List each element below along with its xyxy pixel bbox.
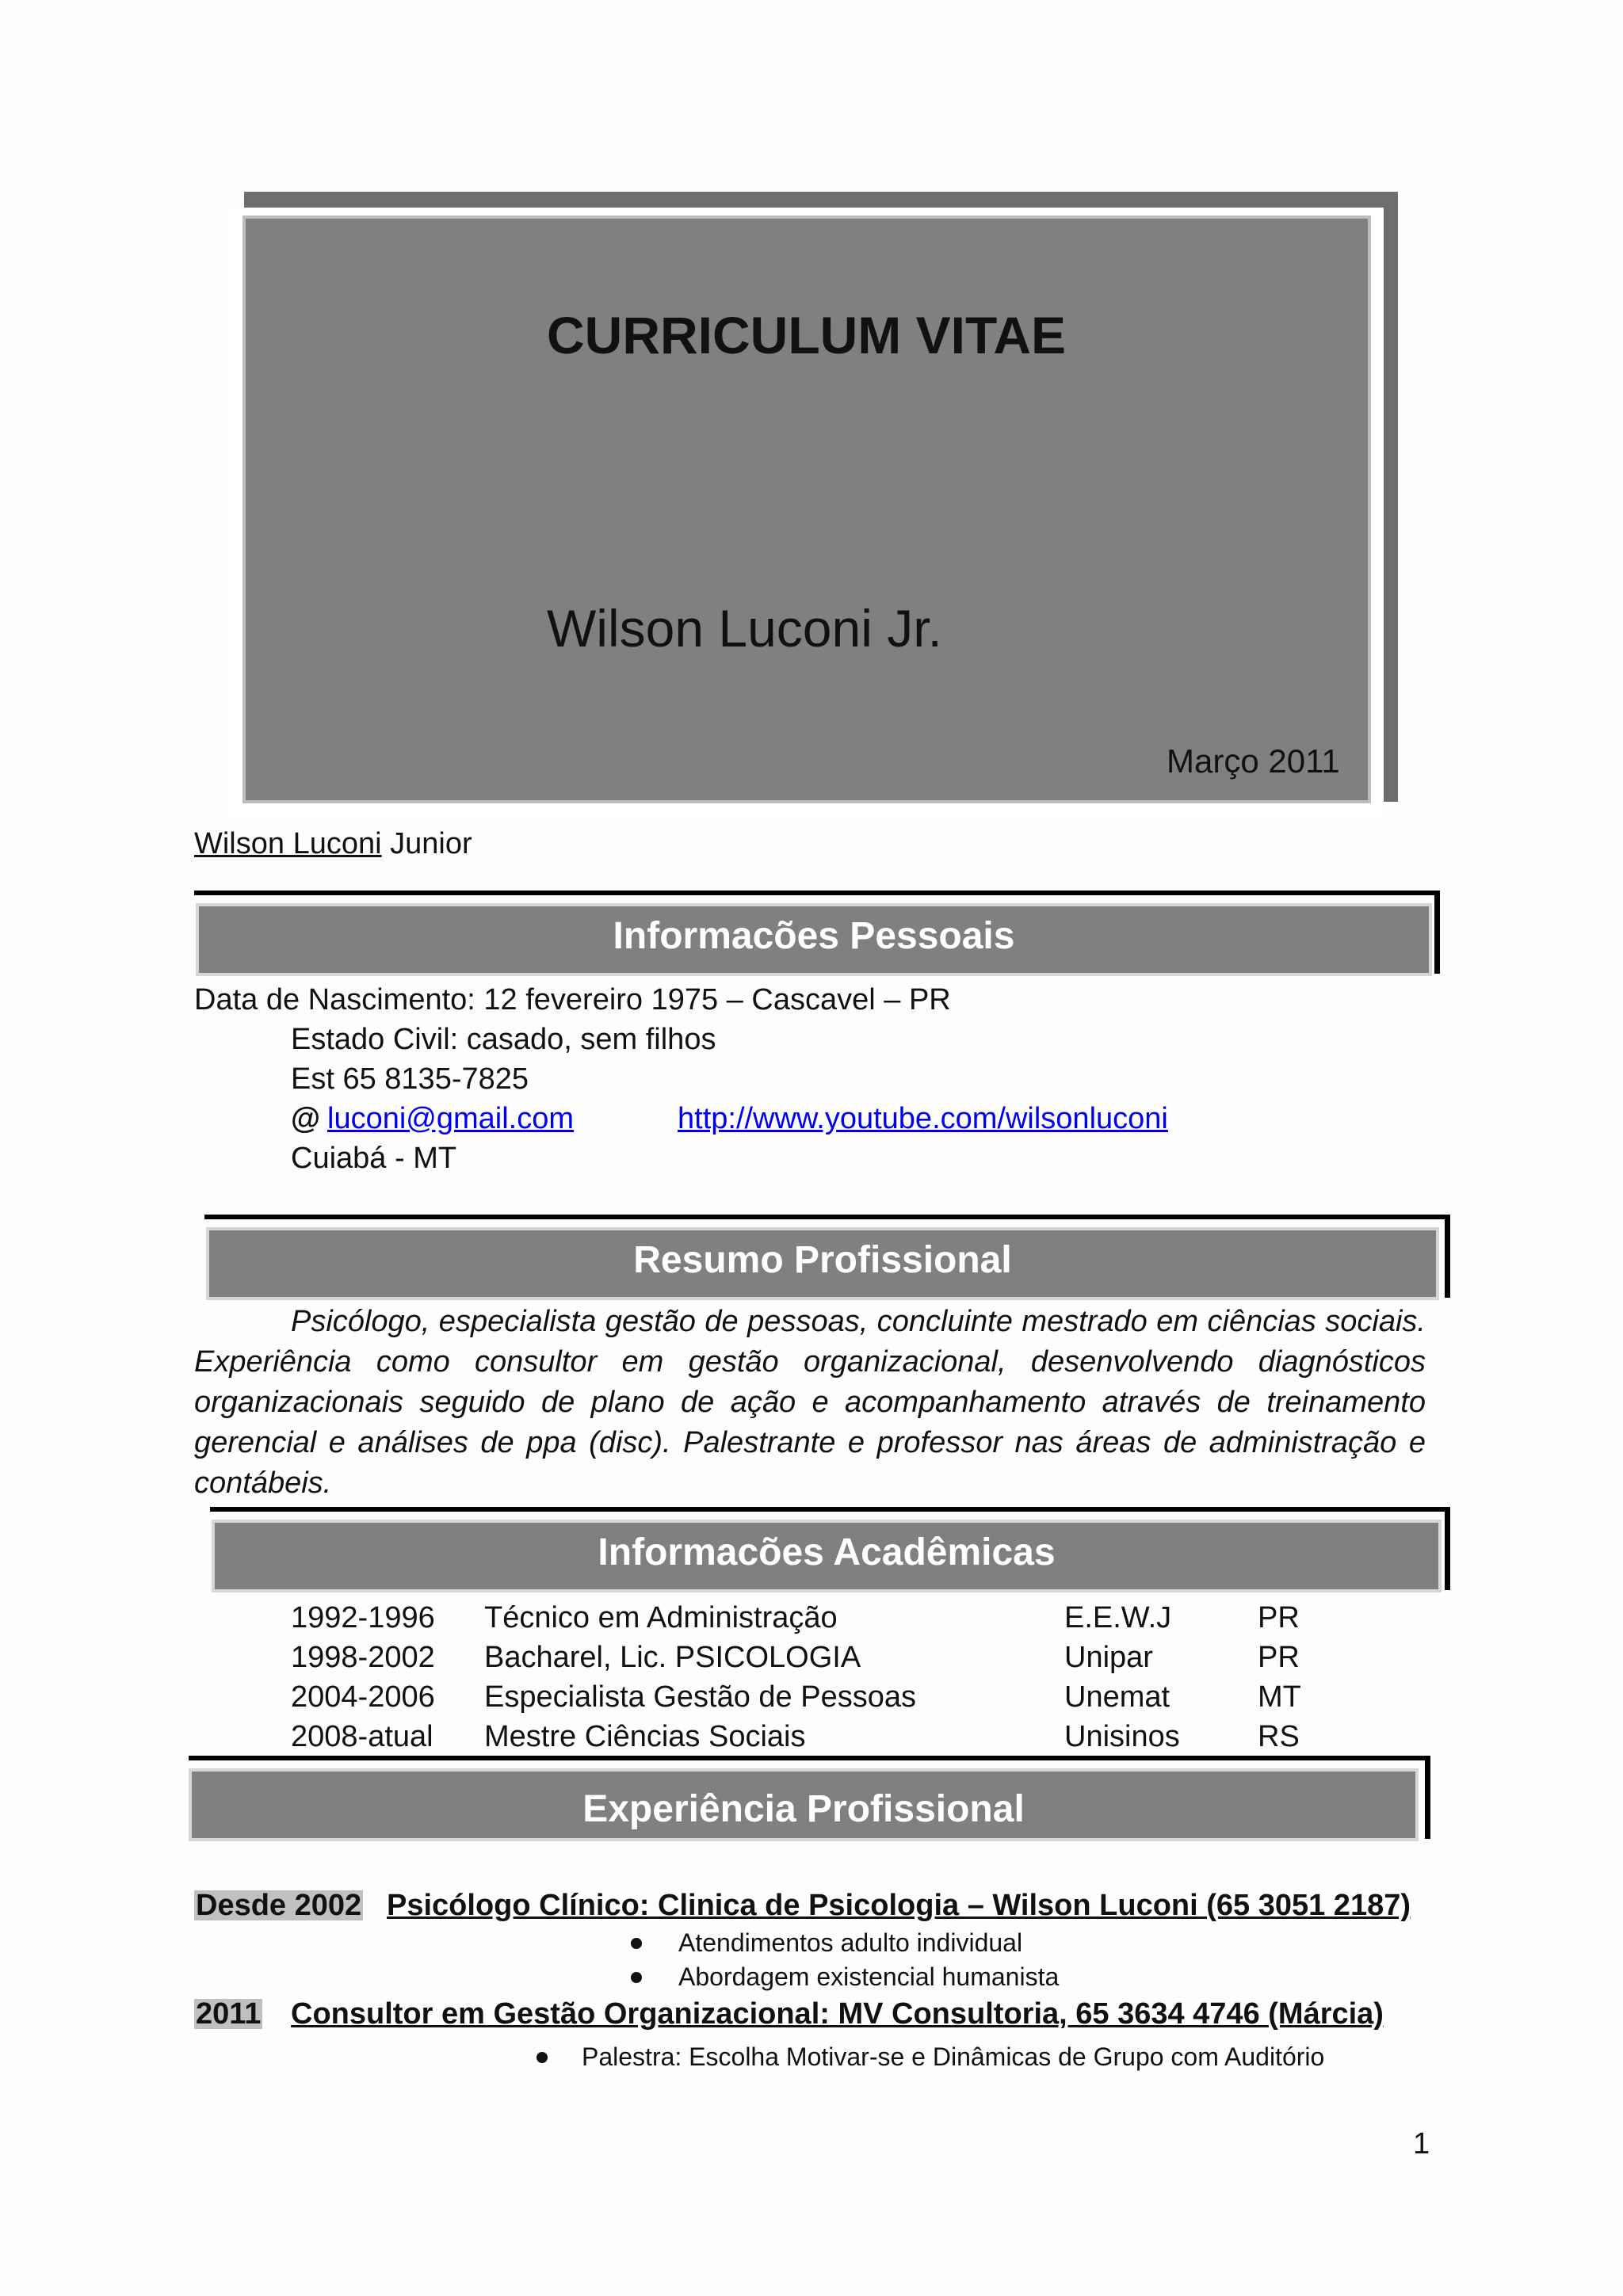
experience-title: Consultor em Gestão Organizacional: MV Consultoria, 65 3634 4746 (Márcia) bbox=[291, 1997, 1384, 2031]
academic-period: 1992-1996 bbox=[291, 1601, 435, 1634]
website-link[interactable]: http://www.youtube.com/wilsonluconi bbox=[678, 1102, 1168, 1135]
city: Cuiabá - MT bbox=[291, 1142, 457, 1175]
experience-bullet: Abordagem existencial humanista bbox=[678, 1962, 1060, 1991]
section-academic-header bbox=[210, 1507, 1450, 1590]
experience-date: 2011 bbox=[196, 1997, 262, 2031]
birth-info: Data de Nascimento: 12 fevereiro 1975 – Cascavel – PR bbox=[194, 983, 951, 1016]
academic-institution: Unemat bbox=[1064, 1680, 1170, 1714]
academic-period: 2008-atual bbox=[291, 1720, 433, 1753]
section-experience-header bbox=[189, 1756, 1430, 1839]
experience-date: Desde 2002 bbox=[196, 1889, 362, 1922]
academic-institution: Unipar bbox=[1064, 1641, 1153, 1674]
academic-state: PR bbox=[1258, 1601, 1300, 1634]
cover-name: Wilson Luconi Jr. bbox=[547, 599, 942, 658]
academic-state: PR bbox=[1258, 1641, 1300, 1674]
phone: Est 65 8135-7825 bbox=[291, 1062, 529, 1096]
section-personal-title: Informacões Pessoais bbox=[613, 915, 1015, 957]
page-number: 1 bbox=[1413, 2127, 1430, 2161]
header-name-rest: Junior bbox=[381, 827, 472, 860]
at-icon: @ bbox=[291, 1102, 321, 1135]
section-summary-header bbox=[204, 1215, 1450, 1298]
cover-date: Março 2011 bbox=[1167, 742, 1340, 780]
academic-period: 1998-2002 bbox=[291, 1641, 435, 1674]
bullet-icon bbox=[631, 1938, 642, 1949]
academic-state: RS bbox=[1258, 1720, 1300, 1753]
header-name bbox=[194, 829, 472, 859]
experience-bullet: Palestra: Escolha Motivar-se e Dinâmicas de Grupo com Auditório bbox=[582, 2042, 1325, 2071]
academic-institution: Unisinos bbox=[1064, 1720, 1180, 1753]
academic-course: Especialista Gestão de Pessoas bbox=[484, 1680, 916, 1714]
section-experience-title: Experiência Profissional bbox=[582, 1788, 1025, 1830]
academic-course: Mestre Ciências Sociais bbox=[484, 1720, 806, 1753]
civil-status: Estado Civil: casado, sem filhos bbox=[291, 1023, 716, 1056]
cover-box bbox=[242, 215, 1371, 803]
bullet-icon bbox=[631, 1972, 642, 1983]
bullet-icon bbox=[537, 2052, 548, 2063]
section-academic-title: Informacões Acadêmicas bbox=[598, 1531, 1056, 1573]
section-summary-title: Resumo Profissional bbox=[633, 1239, 1012, 1281]
summary-text: Psicólogo, especialista gestão de pessoas, concluinte mestrado em ciências sociais. Experiência como consultor em gestão organizacional, desenvolvendo diagnósticos organizacionais seguido de plano de ação e acompanhamento através de treinamento gerencial e análises de ppa (disc). Palestrante e professor nas áreas de administração e contábeis. bbox=[194, 1305, 1426, 1500]
experience-title: Psicólogo Clínico: Clinica de Psicologia – Wilson Luconi (65 3051 2187) bbox=[387, 1889, 1411, 1922]
academic-course: Técnico em Administração bbox=[484, 1601, 838, 1634]
cover-title: CURRICULUM VITAE bbox=[547, 306, 1067, 364]
academic-institution: E.E.W.J bbox=[1064, 1601, 1172, 1634]
experience-bullet: Atendimentos adulto individual bbox=[678, 1928, 1023, 1957]
academic-period: 2004-2006 bbox=[291, 1680, 435, 1714]
academic-course: Bacharel, Lic. PSICOLOGIA bbox=[484, 1641, 861, 1674]
email-link[interactable]: luconi@gmail.com bbox=[327, 1102, 575, 1135]
summary-paragraph bbox=[194, 1302, 1426, 1504]
section-personal-header bbox=[194, 891, 1440, 974]
academic-state: MT bbox=[1258, 1680, 1301, 1714]
header-name-underlined: Wilson Luconi bbox=[194, 827, 382, 860]
